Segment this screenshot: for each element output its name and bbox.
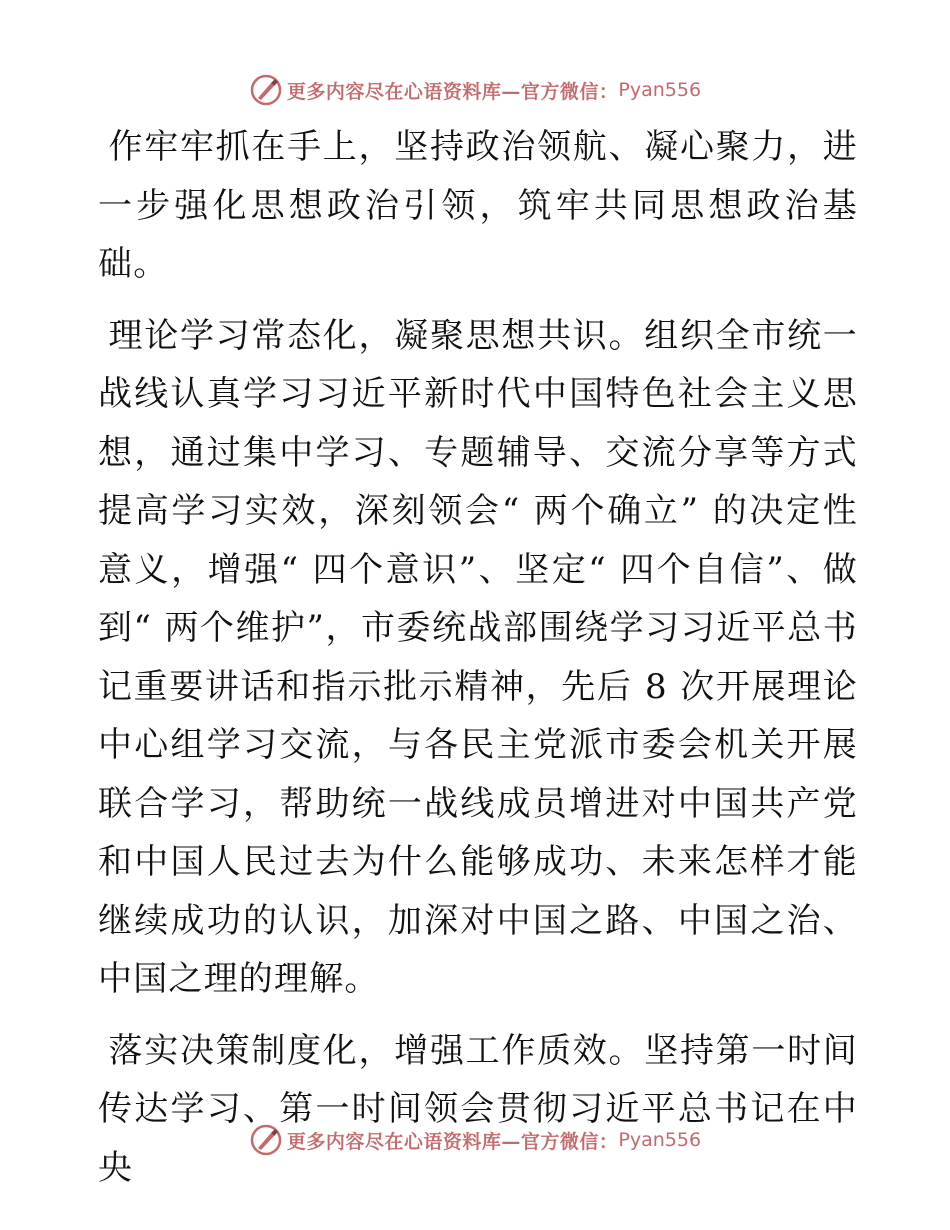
- document-body: [98, 118, 858, 1197]
- paragraph-3-text: 落实决策制度化，增强工作质效。坚持第一时间传达学习、第一时间领会贯彻习近平总书记在中央: [98, 1030, 858, 1188]
- watermark-header: [0, 70, 950, 110]
- watermark-footer: [0, 1120, 950, 1160]
- watermark-text: 更多内容尽在心语资料库—官方微信：: [286, 80, 619, 103]
- paragraph-2: [98, 307, 858, 1009]
- paragraph-3: [98, 1022, 858, 1198]
- pen-logo-icon: [249, 73, 283, 107]
- watermark-wechat-id: Pyan556: [618, 79, 702, 101]
- pen-logo-icon: [249, 1123, 283, 1157]
- paragraph-2-text: 理论学习常态化，凝聚思想共识。组织全市统一战线认真学习习近平新时代中国特色社会主义思想，通过集中学习、专题辅导、交流分享等方式提高学习实效，深刻领会“ 两个确立” 的决定性意义，增强“ 四个意识”、坚定“ 四个自信”、做到“ 两个维护”，市委统战部围绕学习习近平总书记重要讲话和指示批示精神，先后 8 次开展理论中心组学习交流，与各民主党派市委会机关开展联合学习，帮助统一战线成员增进对中国共产党和中国人民过去为什么能够成功、未来怎样才能继续成功的认识，加深对中国之路、中国之治、中国之理的理解。: [98, 315, 858, 999]
- paragraph-1-text: 作牢牢抓在手上，坚持政治领航、凝心聚力，进一步强化思想政治引领，筑牢共同思想政治基础。: [98, 127, 858, 284]
- watermark-text: 更多内容尽在心语资料库—官方微信：: [286, 1130, 619, 1153]
- paragraph-1: [98, 118, 858, 294]
- watermark-wechat-id: Pyan556: [618, 1129, 702, 1151]
